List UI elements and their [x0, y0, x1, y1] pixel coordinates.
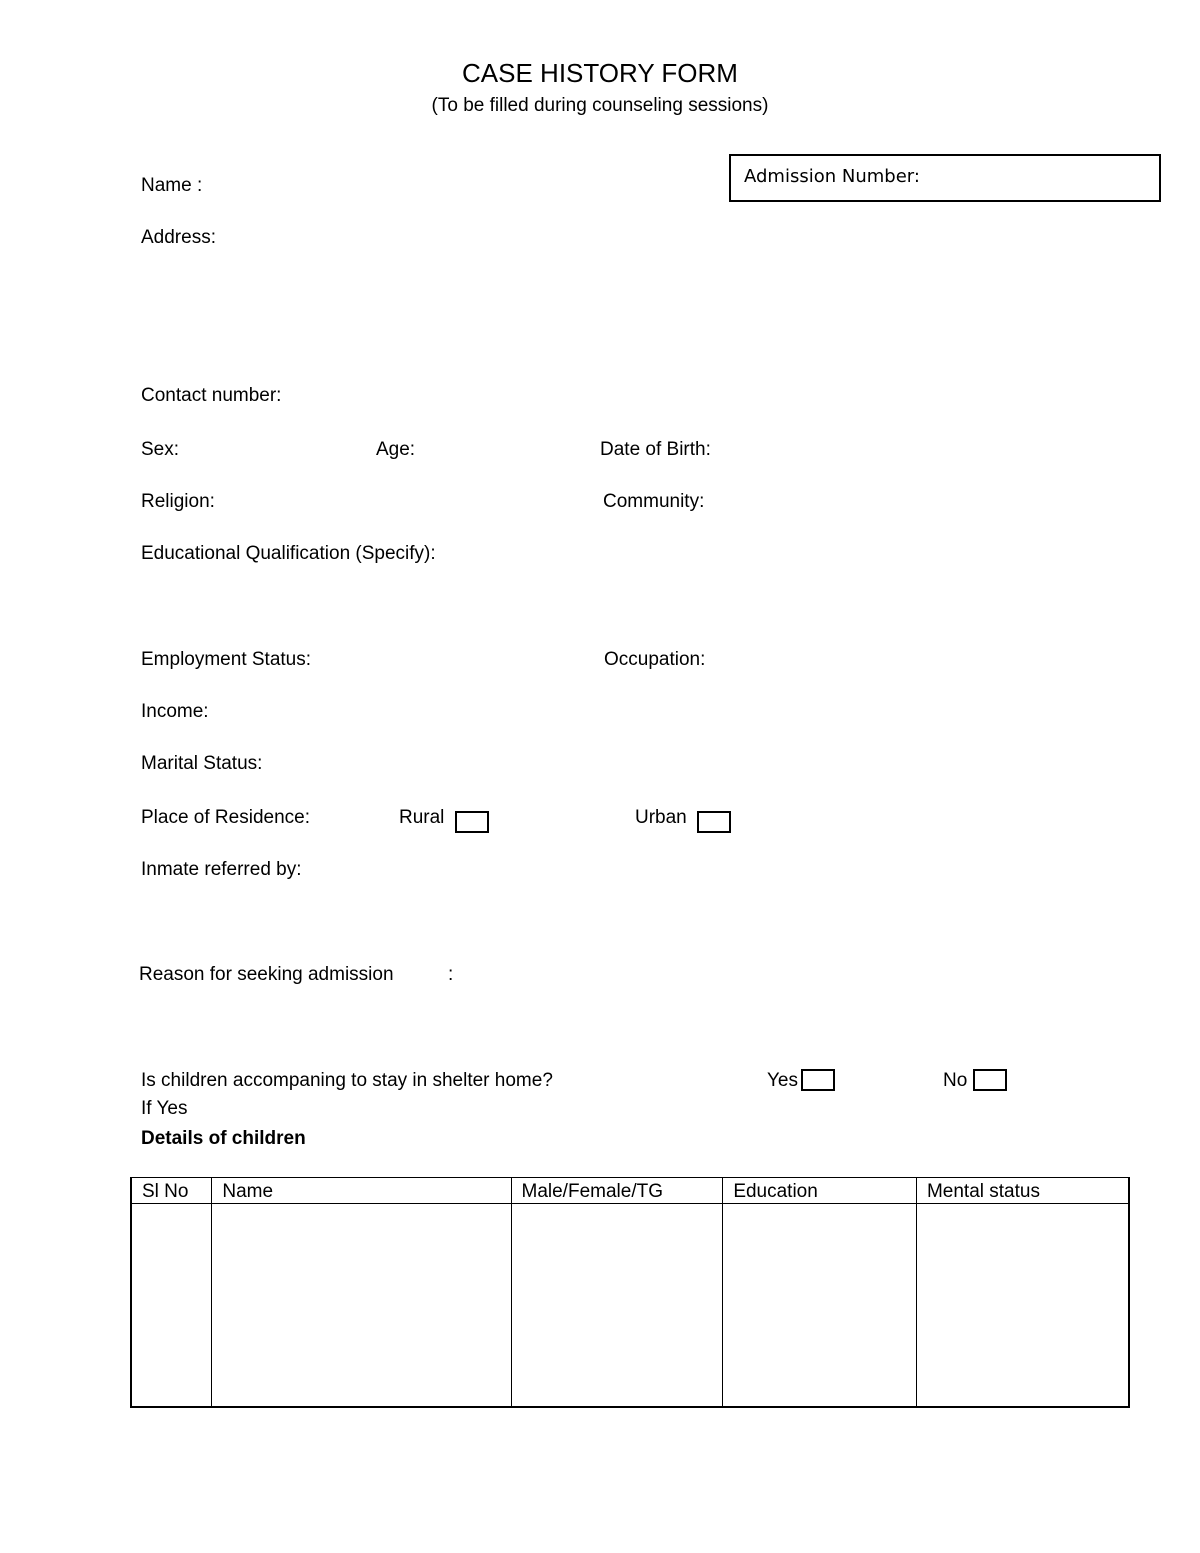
- children-details-table: [130, 1177, 1130, 1408]
- if-yes-label: If Yes: [141, 1098, 188, 1119]
- cell-sl-no[interactable]: [131, 1204, 212, 1408]
- employment-status-label: Employment Status:: [141, 649, 312, 670]
- income-label: Income:: [141, 701, 209, 722]
- column-header-gender: Male/Female/TG: [511, 1178, 723, 1204]
- column-header-mental-status: Mental status: [916, 1178, 1129, 1204]
- yes-checkbox[interactable]: [801, 1069, 835, 1091]
- table-header-row: [131, 1178, 1129, 1204]
- admission-number-box[interactable]: [729, 154, 1161, 202]
- name-label: Name :: [141, 175, 203, 196]
- sex-label: Sex:: [141, 439, 180, 460]
- admission-number-label: Admission Number:: [744, 166, 920, 187]
- marital-status-label: Marital Status:: [141, 753, 263, 774]
- cell-mental-status[interactable]: [916, 1204, 1129, 1408]
- urban-checkbox[interactable]: [697, 811, 731, 833]
- contact-number-label: Contact number:: [141, 385, 282, 406]
- rural-label: Rural: [399, 807, 445, 828]
- no-label: No: [943, 1070, 968, 1091]
- children-accompanying-question: Is children accompaning to stay in shelter home?: [141, 1070, 553, 1091]
- educational-qualification-label: Educational Qualification (Specify):: [141, 543, 436, 564]
- form-title: CASE HISTORY FORM: [462, 58, 738, 88]
- cell-gender[interactable]: [511, 1204, 723, 1408]
- age-label: Age:: [376, 439, 416, 460]
- reason-colon: :: [448, 964, 454, 985]
- form-subtitle: (To be filled during counseling sessions): [431, 95, 769, 116]
- details-of-children-heading: Details of children: [141, 1128, 306, 1149]
- yes-label: Yes: [767, 1070, 798, 1091]
- referred-by-label: Inmate referred by:: [141, 859, 302, 880]
- column-header-name: Name: [212, 1178, 511, 1204]
- reason-for-admission-label: Reason for seeking admission: [139, 964, 394, 985]
- place-of-residence-label: Place of Residence:: [141, 807, 310, 828]
- cell-name[interactable]: [212, 1204, 511, 1408]
- address-label: Address:: [141, 227, 216, 248]
- occupation-label: Occupation:: [604, 649, 706, 670]
- religion-label: Religion:: [141, 491, 215, 512]
- no-checkbox[interactable]: [973, 1069, 1007, 1091]
- column-header-sl-no: Sl No: [131, 1178, 212, 1204]
- column-header-education: Education: [723, 1178, 917, 1204]
- cell-education[interactable]: [723, 1204, 917, 1408]
- table-row: [131, 1204, 1129, 1408]
- urban-label: Urban: [635, 807, 687, 828]
- date-of-birth-label: Date of Birth:: [600, 439, 711, 460]
- rural-checkbox[interactable]: [455, 811, 489, 833]
- community-label: Community:: [603, 491, 705, 512]
